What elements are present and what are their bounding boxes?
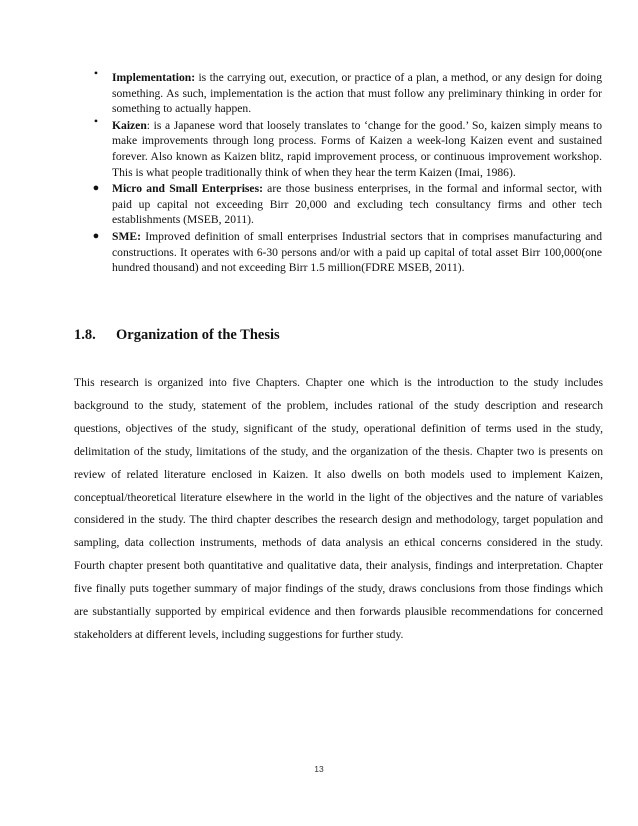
body-paragraph: This research is organized into five Chapters. Chapter one which is the introduction to the study includes background to the study, statement of the problem, includes rational of the study description and research questions, objectives of the study, significant of the study, operational definition of terms used in the study, delimitation of the study, limitations of the study, and the organization of the thesis. Chapter two is presents on review of related literature enclosed in Kaizen. It also dwells on both models used to implement Kaizen, conceptual/theoretical literature elsewhere in the world in the light of the objectives and the nature of variables considered in the study. The third chapter describes the research design and methodology, target population and sampling, data collection instruments, methods of data analysis an ethical concerns considered in the study. Fourth chapter present both quantitative and qualitative data, their analysis, findings and interpretation. Chapter five finally puts together summary of major findings of the study, draws conclusions from those findings which are substantially supported by empirical evidence and then forwards plausible recommendations for concerned stakeholders at different levels, including suggestions for further study. — [74, 376, 603, 641]
definition-term: Implementation: — [112, 71, 196, 84]
definition-text: : is a Japanese word that loosely translates to ‘change for the good.’ So, kaizen simply means to make improvements through long process. Forms of Kaizen a week-long Kaizen event and sustained forever. Also known as Kaizen blitz, rapid improvement process, or continuous improvement workshop. This is what people traditionally think of when they hear the term Kaizen (Imai, 1986). — [112, 118, 602, 179]
section-title: Organization of the Thesis — [116, 327, 280, 343]
bullet-icon: • — [93, 113, 99, 128]
definition-term: SME: — [112, 229, 141, 243]
definition-text: are those business enterprises, in the formal and informal sector, with paid up capital not exceeding Birr 20,000 and excluding tech consultancy firms and other tech establishments (MSEB, 2011). — [112, 182, 602, 227]
section-heading — [74, 327, 280, 344]
definition-item-implementation — [90, 66, 602, 117]
bullet-icon: ● — [92, 182, 100, 195]
section-number: 1.8. — [74, 327, 96, 343]
definitions-list — [90, 66, 602, 277]
bullet-icon: ● — [92, 229, 100, 242]
page-number: 13 — [314, 764, 324, 774]
bullet-icon: • — [93, 66, 99, 80]
definition-item-kaizen — [90, 113, 602, 180]
definition-term: Kaizen — [112, 118, 147, 132]
definition-item-sme — [90, 229, 602, 276]
definition-term: Micro and Small Enterprises: — [112, 182, 263, 196]
definition-text: Improved definition of small enterprises Industrial sectors that in comprises manufacturing and constructions. It operates with 6-30 persons and/or with a paid up capital of total asset Birr 100,000(one hundred thousand) and not exceeding Birr 1.5 million(FDRE MSEB, 2011). — [112, 229, 602, 275]
definition-item-mse — [90, 181, 602, 228]
definition-text: is the carrying out, execution, or practice of a plan, a method, or any design for doing something. As such, implementation is the action that must follow any preliminary thinking in order for something to actually happen. — [112, 71, 602, 116]
